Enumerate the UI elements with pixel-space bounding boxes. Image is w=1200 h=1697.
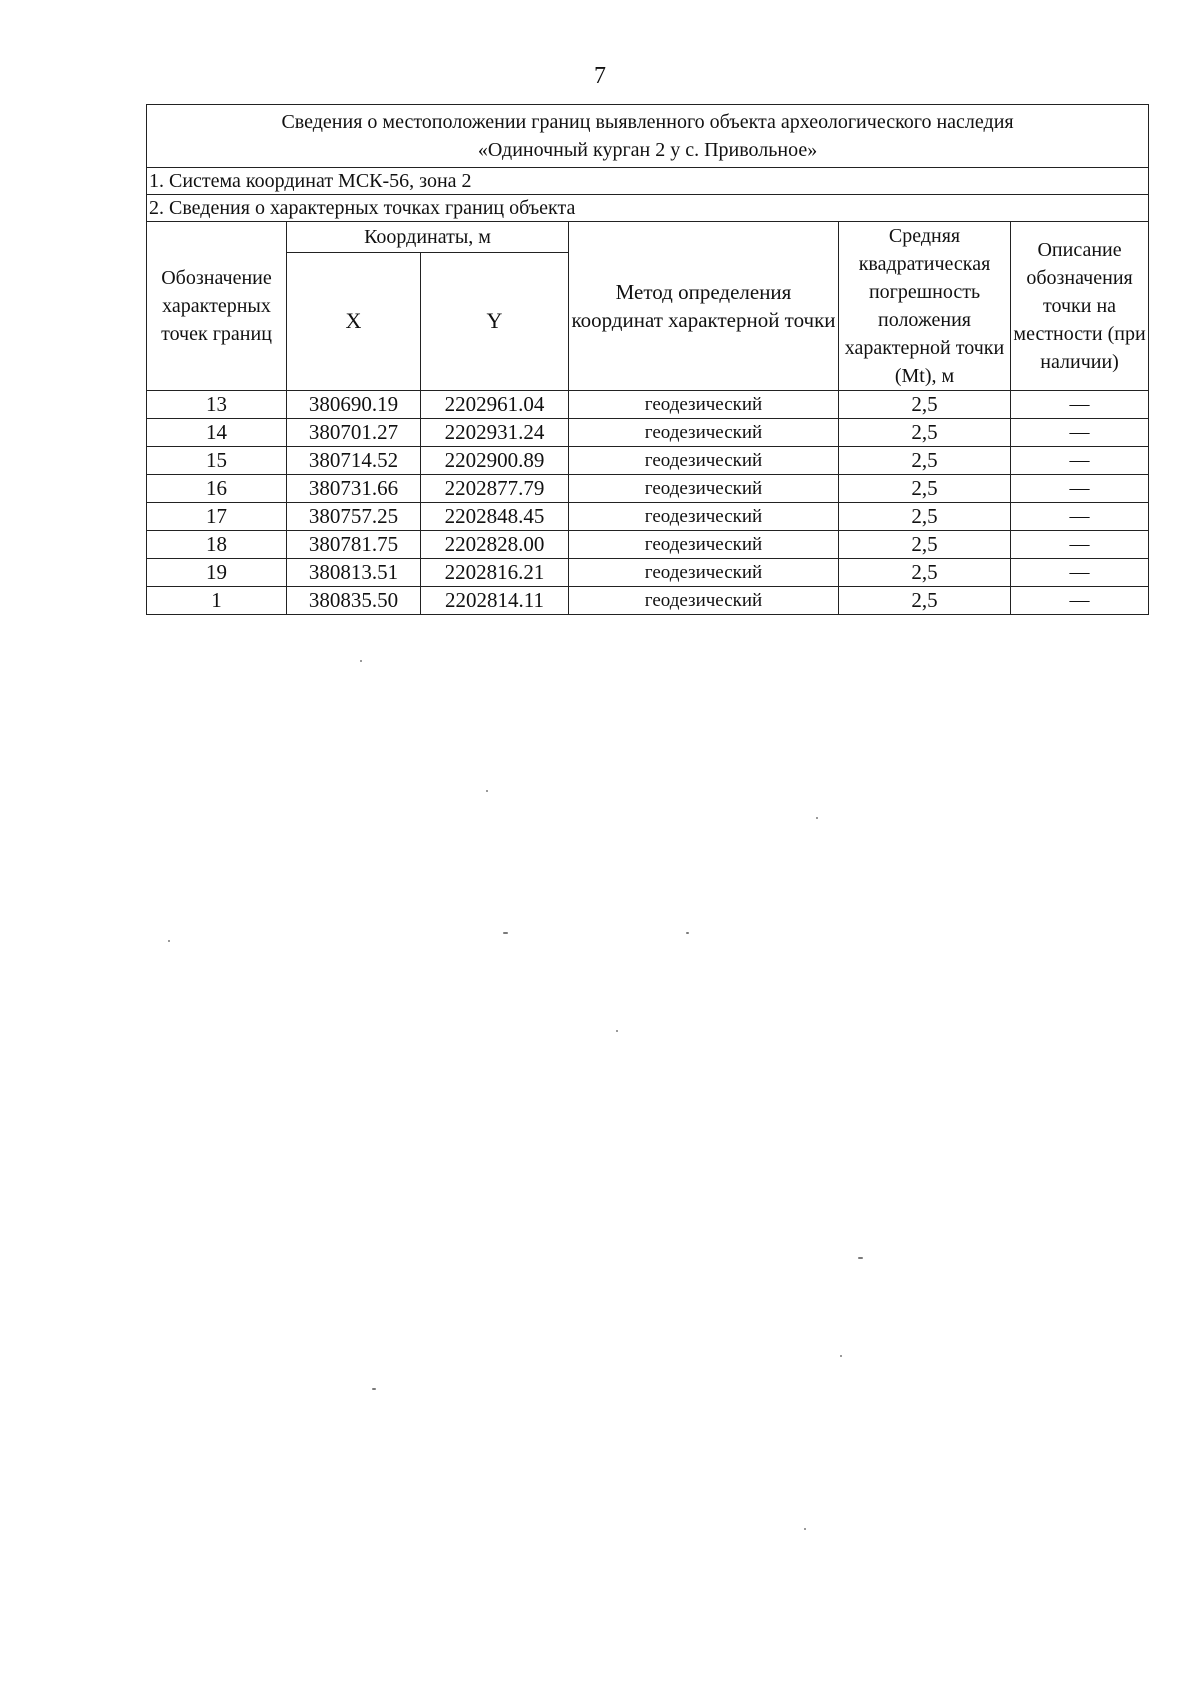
header-error: Средняя квадратическая погрешность положения характерной точки (Mt), м (839, 222, 1011, 391)
cell-y: 2202900.89 (421, 447, 569, 475)
cell-x: 380835.50 (287, 587, 421, 615)
cell-method: геодезический (569, 475, 839, 503)
cell-y: 2202931.24 (421, 419, 569, 447)
scan-speck (686, 932, 689, 934)
cell-x: 380701.27 (287, 419, 421, 447)
cell-error: 2,5 (839, 419, 1011, 447)
cell-x: 380781.75 (287, 531, 421, 559)
points-info-label: 2. Сведения о характерных точках границ объекта (147, 195, 1149, 222)
cell-error: 2,5 (839, 559, 1011, 587)
table-title (147, 105, 1149, 168)
cell-point: 15 (147, 447, 287, 475)
header-point: Обозначение характерных точек границ (147, 222, 287, 391)
cell-point: 19 (147, 559, 287, 587)
cell-y: 2202961.04 (421, 391, 569, 419)
scan-speck (372, 1388, 376, 1390)
header-coords: Координаты, м (287, 222, 569, 253)
cell-method: геодезический (569, 391, 839, 419)
section2-row (147, 195, 1149, 222)
cell-description: — (1011, 531, 1149, 559)
scan-speck (858, 1257, 863, 1259)
table-row (147, 531, 1149, 559)
cell-description: — (1011, 587, 1149, 615)
table-body (147, 105, 1149, 615)
cell-error: 2,5 (839, 447, 1011, 475)
table-row (147, 475, 1149, 503)
cell-point: 14 (147, 419, 287, 447)
cell-y: 2202848.45 (421, 503, 569, 531)
scan-speck (503, 932, 508, 934)
header-x: X (287, 252, 421, 390)
cell-x: 380813.51 (287, 559, 421, 587)
scan-speck (840, 1355, 842, 1357)
cell-point: 13 (147, 391, 287, 419)
cell-method: геодезический (569, 503, 839, 531)
cell-description: — (1011, 419, 1149, 447)
table-row (147, 391, 1149, 419)
scan-speck (816, 817, 818, 819)
scan-speck (486, 790, 488, 792)
scan-speck (616, 1030, 618, 1032)
scan-speck (168, 940, 170, 942)
cell-method: геодезический (569, 559, 839, 587)
cell-y: 2202816.21 (421, 559, 569, 587)
cell-error: 2,5 (839, 503, 1011, 531)
cell-description: — (1011, 447, 1149, 475)
cell-x: 380714.52 (287, 447, 421, 475)
cell-description: — (1011, 559, 1149, 587)
cell-error: 2,5 (839, 391, 1011, 419)
cell-y: 2202877.79 (421, 475, 569, 503)
cell-point: 16 (147, 475, 287, 503)
boundary-points-table (146, 104, 1149, 615)
cell-point: 17 (147, 503, 287, 531)
coordinate-system-label: 1. Система координат МСК-56, зона 2 (147, 168, 1149, 195)
table-title-line1: Сведения о местоположении границ выявленного объекта археологического наследия (281, 111, 1014, 133)
title-row (147, 105, 1149, 168)
header-method: Метод определения координат характерной точки (569, 222, 839, 391)
table-row (147, 419, 1149, 447)
cell-point: 18 (147, 531, 287, 559)
cell-method: геодезический (569, 531, 839, 559)
cell-error: 2,5 (839, 531, 1011, 559)
scan-speck (360, 660, 362, 662)
cell-x: 380757.25 (287, 503, 421, 531)
cell-method: геодезический (569, 419, 839, 447)
cell-error: 2,5 (839, 587, 1011, 615)
cell-method: геодезический (569, 447, 839, 475)
cell-description: — (1011, 391, 1149, 419)
cell-error: 2,5 (839, 475, 1011, 503)
header-y: Y (421, 252, 569, 390)
cell-point: 1 (147, 587, 287, 615)
page-number: 7 (594, 63, 606, 89)
scan-speck (804, 1528, 806, 1530)
cell-method: геодезический (569, 587, 839, 615)
table-title-line2: «Одиночный курган 2 у с. Привольное» (477, 139, 818, 161)
header-row-1 (147, 222, 1149, 253)
cell-x: 380690.19 (287, 391, 421, 419)
cell-description: — (1011, 475, 1149, 503)
cell-x: 380731.66 (287, 475, 421, 503)
cell-description: — (1011, 503, 1149, 531)
table-row (147, 447, 1149, 475)
table-row (147, 559, 1149, 587)
table-row (147, 587, 1149, 615)
table-row (147, 503, 1149, 531)
cell-y: 2202814.11 (421, 587, 569, 615)
header-description: Описание обозначения точки на местности (при наличии) (1011, 222, 1149, 391)
cell-y: 2202828.00 (421, 531, 569, 559)
section1-row (147, 168, 1149, 195)
